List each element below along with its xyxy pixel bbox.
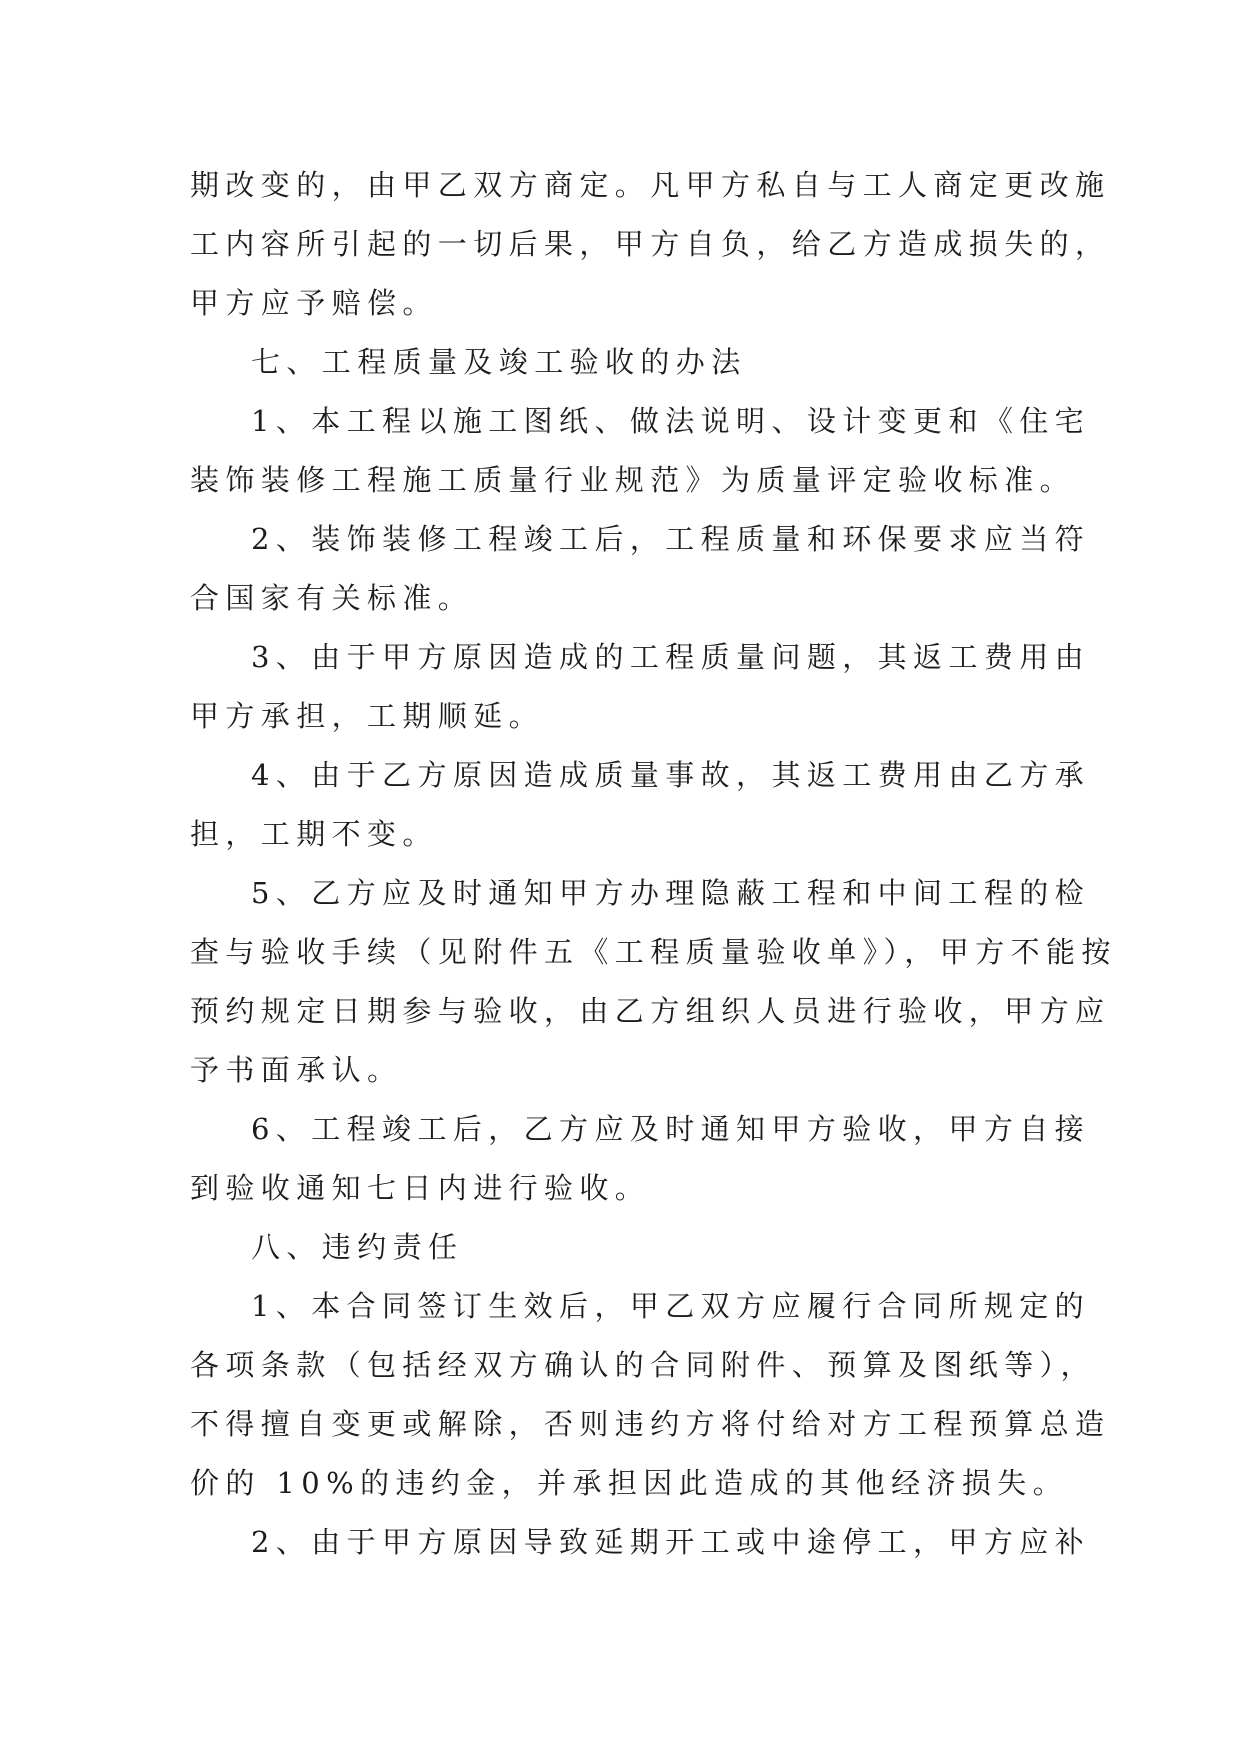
clause-line: 装饰装修工程施工质量行业规范》为质量评定验收标准。 [190,463,1076,497]
paragraph-line: 甲方应予赔偿。 [190,286,438,320]
clause-line: 5、乙方应及时通知甲方办理隐蔽工程和中间工程的检 [251,876,1091,910]
clause-line: 各项条款（包括经双方确认的合同附件、预算及图纸等）， [190,1348,1096,1382]
section-heading-quality: 七、工程质量及竣工验收的办法 [251,345,747,379]
clause-line: 予书面承认。 [190,1053,403,1087]
clause-line: 1、本合同签订生效后，甲乙双方应履行合同所规定的 [251,1289,1091,1323]
clause-line: 价的 10%的违约金，并承担因此造成的其他经济损失。 [190,1466,1069,1500]
clause-line: 3、由于甲方原因造成的工程质量问题，其返工费用由 [251,640,1091,674]
clause-line: 2、装饰装修工程竣工后，工程质量和环保要求应当符 [251,522,1091,556]
clause-line: 2、由于甲方原因导致延期开工或中途停工，甲方应补 [251,1525,1091,1559]
section-heading-liability: 八、违约责任 [251,1230,464,1264]
clause-line: 合国家有关标准。 [190,581,474,615]
paragraph-line: 工内容所引起的一切后果，甲方自负，给乙方造成损失的， [190,227,1111,261]
clause-line: 预约规定日期参与验收，由乙方组织人员进行验收，甲方应 [190,994,1111,1028]
clause-line: 不得擅自变更或解除，否则违约方将付给对方工程预算总造 [190,1407,1111,1441]
clause-line: 6、工程竣工后，乙方应及时通知甲方验收，甲方自接 [251,1112,1091,1146]
clause-line: 1、本工程以施工图纸、做法说明、设计变更和《住宅 [251,404,1091,438]
paragraph-line: 期改变的，由甲乙双方商定。凡甲方私自与工人商定更改施 [190,168,1111,202]
clause-line: 查与验收手续（见附件五《工程质量验收单》），甲方不能按 [190,935,1117,969]
clause-line: 甲方承担，工期顺延。 [190,699,545,733]
clause-line: 4、由于乙方原因造成质量事故，其返工费用由乙方承 [251,758,1091,792]
clause-line: 到验收通知七日内进行验收。 [190,1171,651,1205]
clause-line: 担，工期不变。 [190,817,438,851]
